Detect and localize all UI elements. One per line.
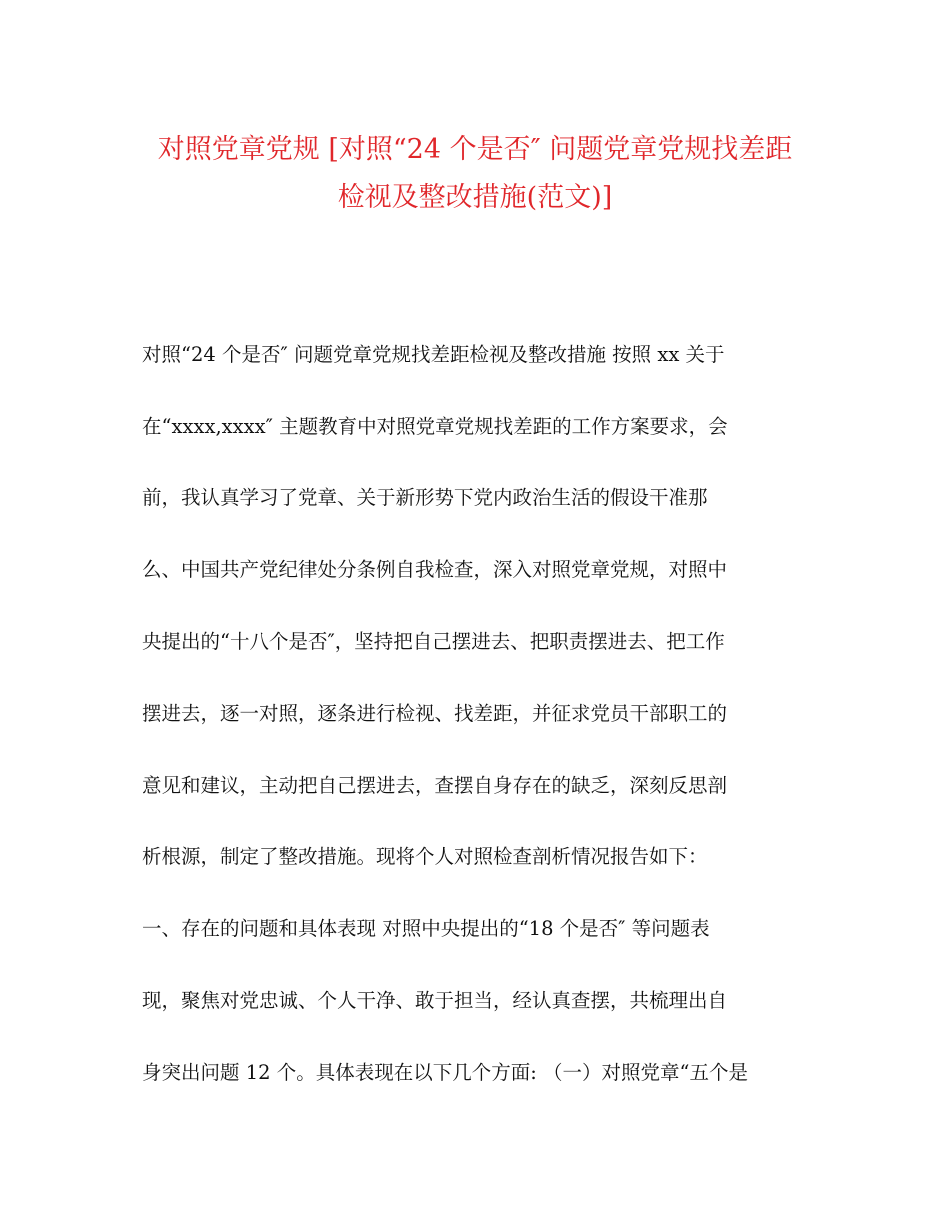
body-line-8: 析根源，制定了整改措施。现将个人对照检查剖析情况报告如下： [142, 845, 708, 868]
document-title-line-2: 检视及整改措施(范文)] [337, 182, 613, 213]
body-line-11: 身突出问题 12 个。具体表现在以下几个方面: （一）对照党章“五个是 [142, 1061, 748, 1084]
body-line-6: 摆进去，逐一对照，逐条进行检视、找差距，并征求党员干部职工的 [142, 702, 728, 725]
body-line-5: 央提出的“十八个是否″，坚持把自己摆进去、把职责摆进去、把工作 [142, 630, 725, 653]
body-line-4: 么、中国共产党纪律处分条例自我检查，深入对照党章党规，对照中 [142, 558, 728, 581]
body-line-3: 前，我认真学习了党章、关于新形势下党内政治生活的假设干准那 [142, 486, 708, 509]
body-line-10: 现，聚焦对党忠诚、个人干净、敢于担当，经认真查摆，共梳理出自 [142, 989, 728, 1012]
document-title-line-1: 对照党章党规 [对照“24 个是否″ 问题党章党规找差距 [157, 134, 793, 165]
body-line-9: 一、存在的问题和具体表现 对照中央提出的“18 个是否″ 等问题表 [142, 917, 710, 940]
body-line-2: 在“xxxx,xxxx″ 主题教育中对照党章党规找差距的工作方案要求，会 [142, 415, 728, 438]
body-line-1: 对照“24 个是否″ 问题党章党规找差距检视及整改措施 按照 xx 关于 [142, 343, 725, 366]
body-line-7: 意见和建议，主动把自己摆进去，查摆自身存在的缺乏，深刻反思剖 [142, 774, 728, 797]
